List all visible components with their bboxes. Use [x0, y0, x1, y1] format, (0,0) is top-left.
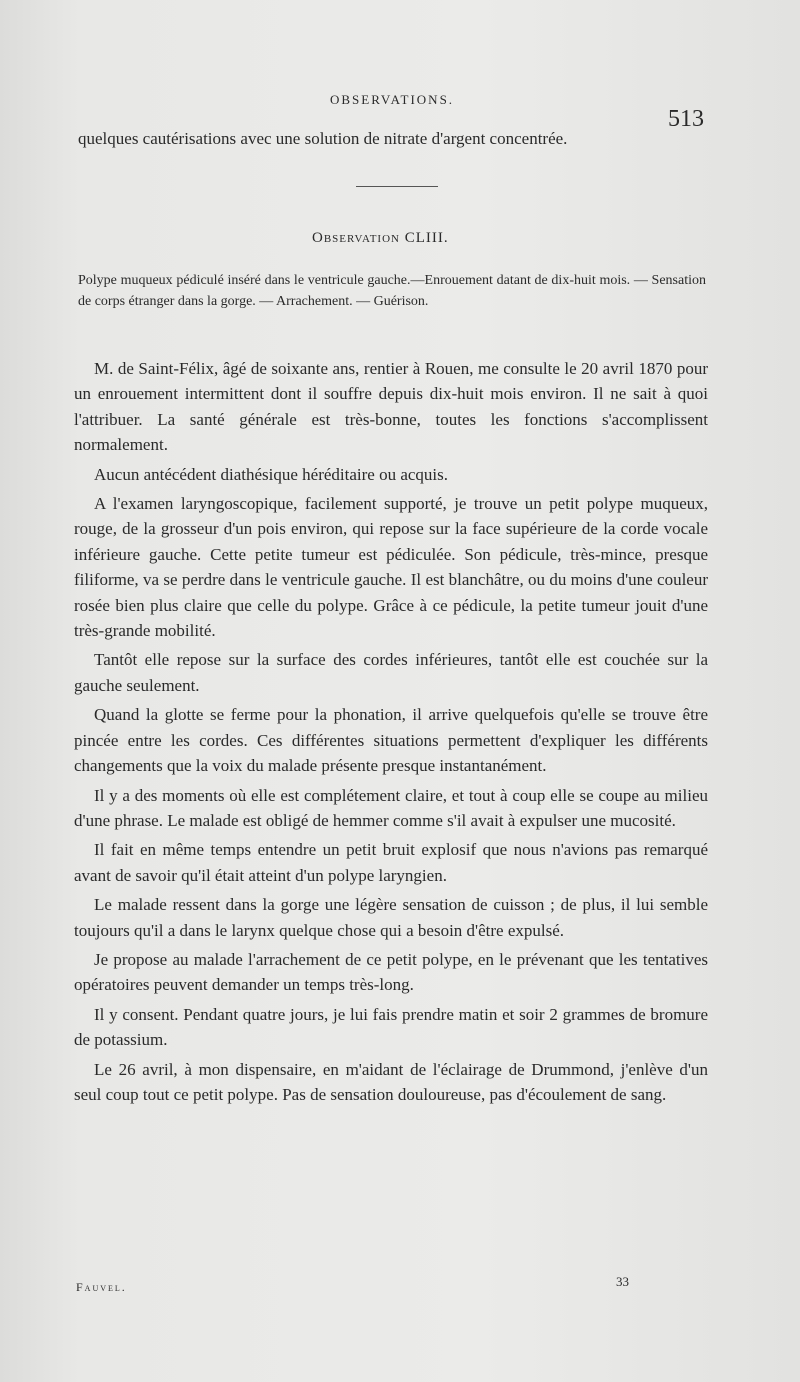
paragraph: Tantôt elle repose sur la surface des cordes inférieures, tantôt elle est couchée sur la gauche seulement. — [74, 650, 708, 695]
signature-mark: Fauvel. — [76, 1280, 127, 1294]
page-number: 513 — [668, 106, 704, 132]
continued-paragraph: quelques cautérisations avec une solution de nitrate d'argent concentrée. — [78, 129, 568, 148]
paragraph: Il fait en même temps entendre un petit bruit explosif que nous n'avions pas remarqué avant de savoir qu'il était atteint d'un polype laryngien. — [74, 840, 708, 885]
sheet-number: 33 — [616, 1274, 629, 1289]
paragraph: Quand la glotte se ferme pour la phonation, il arrive quelquefois qu'elle se trouve être pincée entre les cordes. Ces différentes situations permettent d'expliquer les différents changements que la voix du malade présente presque instantanément. — [74, 705, 708, 776]
paragraph: A l'examen laryngoscopique, facilement supporté, je trouve un petit polype muqueux, rouge, de la grosseur d'un pois environ, qui repose sur la face supérieure de la corde vocale inférieure gauche. Cette petite tumeur est pédiculée. Son pédicule, très-mince, presque filiforme, va se perdre dans le ventricule gauche. Il est blanchâtre, ou du moins d'une couleur rosée bien plus claire que celle du polype. Grâce à ce pédicule, la petite tumeur jouit d'une très-grande mobilité. — [74, 494, 708, 641]
section-divider — [356, 186, 438, 187]
paragraph: Il y consent. Pendant quatre jours, je lui fais prendre matin et soir 2 grammes de bromure de potassium. — [74, 1004, 708, 1050]
paragraph: Le malade ressent dans la gorge une légère sensation de cuisson ; de plus, il lui semble toujours qu'il a dans le larynx quelque chose qui a besoin d'être expulsé. — [74, 895, 708, 940]
paragraph: M. de Saint-Félix, âgé de soixante ans, rentier à Rouen, me consulte le 20 avril 1870 pour un enrouement intermittent dont il souffre depuis dix-huit mois environ. Il ne sait à quoi l'attribuer. La santé générale est très-bonne, toutes les fonctions s'accomplissent normalement. — [74, 359, 708, 455]
running-head: OBSERVATIONS. — [330, 92, 455, 107]
paragraph: Aucun antécédent diathésique héréditaire ou acquis. — [94, 464, 449, 484]
paragraph: Je propose au malade l'arrachement de ce petit polype, en le prévenant que les tentatives opératoires peuvent demander un temps très-long. — [74, 949, 708, 995]
paragraph: Il y a des moments où elle est complétement claire, et tout à coup elle se coupe au milieu d'une phrase. Le malade est obligé de hemmer comme s'il avait à expulser une mucosité. — [74, 785, 708, 830]
observation-summary: Polype muqueux pédiculé inséré dans le ventricule gauche.—Enrouement datant de dix-huit mois. — Sensation de corps étranger dans la gorge. — Arrachement. — Guérison. — [78, 273, 706, 309]
paragraph: Le 26 avril, à mon dispensaire, en m'aidant de l'éclairage de Drummond, j'enlève d'un seul coup tout ce petit polype. Pas de sensation douloureuse, pas d'écoulement de sang. — [74, 1059, 708, 1104]
observation-title: Observation CLIII. — [312, 230, 449, 246]
observation-body — [74, 356, 708, 1111]
